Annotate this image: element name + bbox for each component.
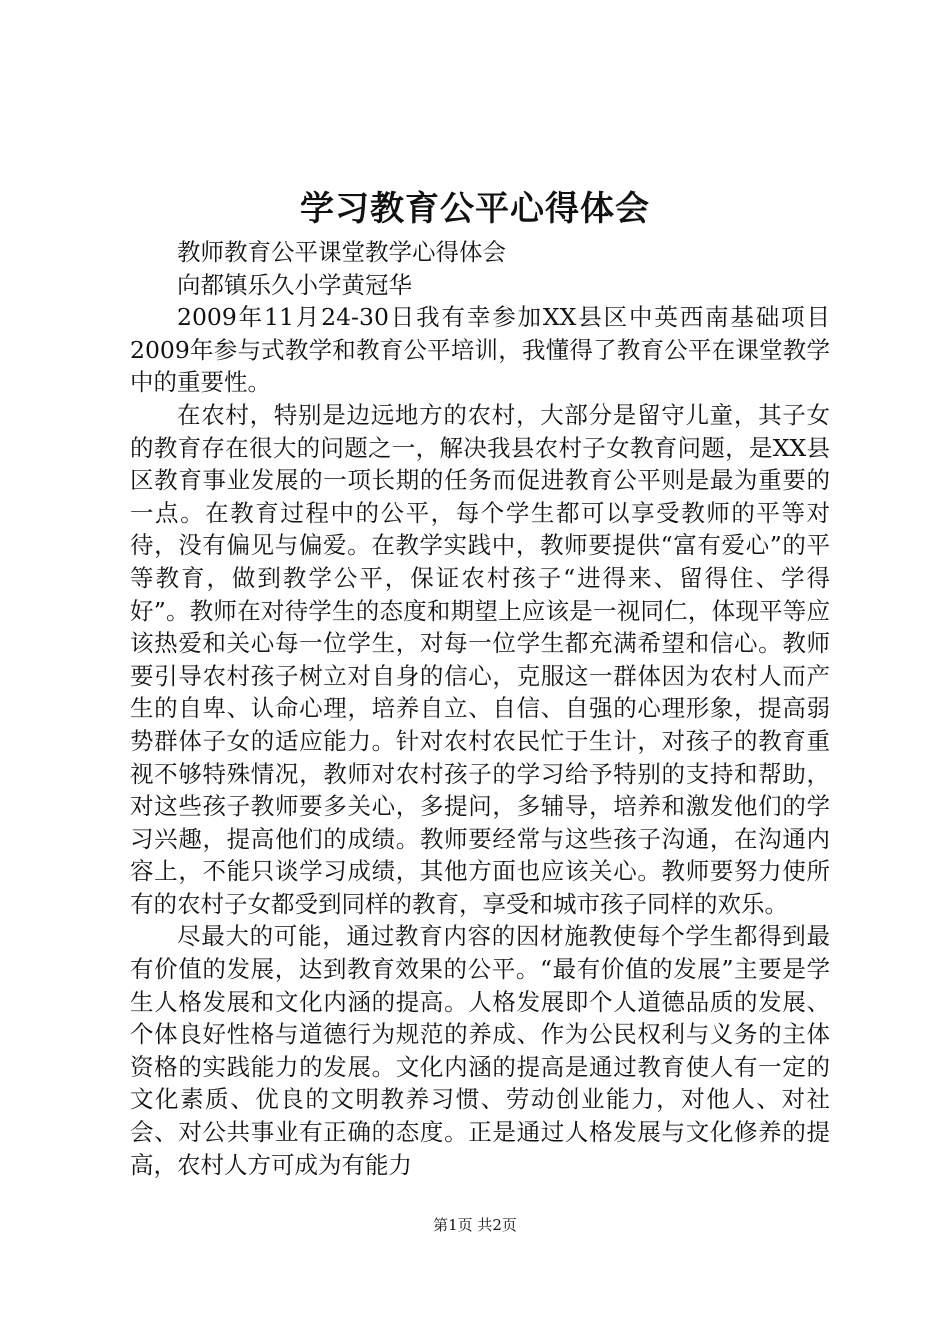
author-line: 向都镇乐久小学黄冠华 [177, 270, 412, 299]
subtitle-line: 教师教育公平课堂教学心得体会 [177, 238, 506, 266]
body-paragraph-2: 在农村，特别是边远地方的农村，大部分是留守儿童，其子女的教育存在很大的问题之一，解决我县农村子女教育问题，是XX县区教育事业发展的一项长期的任务而促进教育公平则是最为重要的一点。在教育过程中的公平，每个学生都可以享受教师的平等对待，没有偏见与偏爱。在教学实践中，教师要提供“富有爱心”的平等教育，做到教学公平，保证农村孩子“进得来、留得住、学得好”。教师在对待学生的态度和期望上应该是一视同仁，体现平等应该热爱和关心每一位学生，对每一位学生都充满希望和信心。教师要引导农村孩子树立对自身的信心，克服这一群体因为农村人而产生的自卑、认命心理，培养自立、自信、自强的心理形象，提高弱势群体子女的适应能力。针对农村农民忙于生计，对孩子的教育重视不够特殊情况，教师对农村孩子的学习给予特别的支持和帮助，对这些孩子教师要多关心，多提问，多辅导，培养和激发他们的学习兴趣，提高他们的成绩。教师要经常与这些孩子沟通，在沟通内容上，不能只谈学习成绩，其他方面也应该关心。教师要努力使所有的农村子女都受到同样的教育，享受和城市孩子同样的欢乐。 [130, 400, 830, 918]
page-number-footer: 第1页 共2页 [433, 1216, 517, 1234]
body-paragraph-1: 2009年11月24-30日我有幸参加XX县区中英西南基础项目2009年参与式教学和教育公平培训，我懂得了教育公平在课堂教学中的重要性。 [130, 303, 830, 397]
body-paragraph-3: 尽最大的可能，通过教育内容的因材施教使每个学生都得到最有价值的发展，达到教育效果的公平。“最有价值的发展”主要是学生人格发展和文化内涵的提高。人格发展即个人道德品质的发展、个体良好性格与道德行为规范的养成、作为公民权利与义务的主体资格的实践能力的发展。文化内涵的提高是通过教育使人有一定的文化素质、优良的文明教养习惯、劳动创业能力，对他人、对社会、对公共事业有正确的态度。正是通过人格发展与文化修养的提高，农村人方可成为有能力 [130, 922, 830, 1179]
document-body [130, 236, 830, 1181]
document-title: 学习教育公平心得体会 [300, 189, 650, 229]
